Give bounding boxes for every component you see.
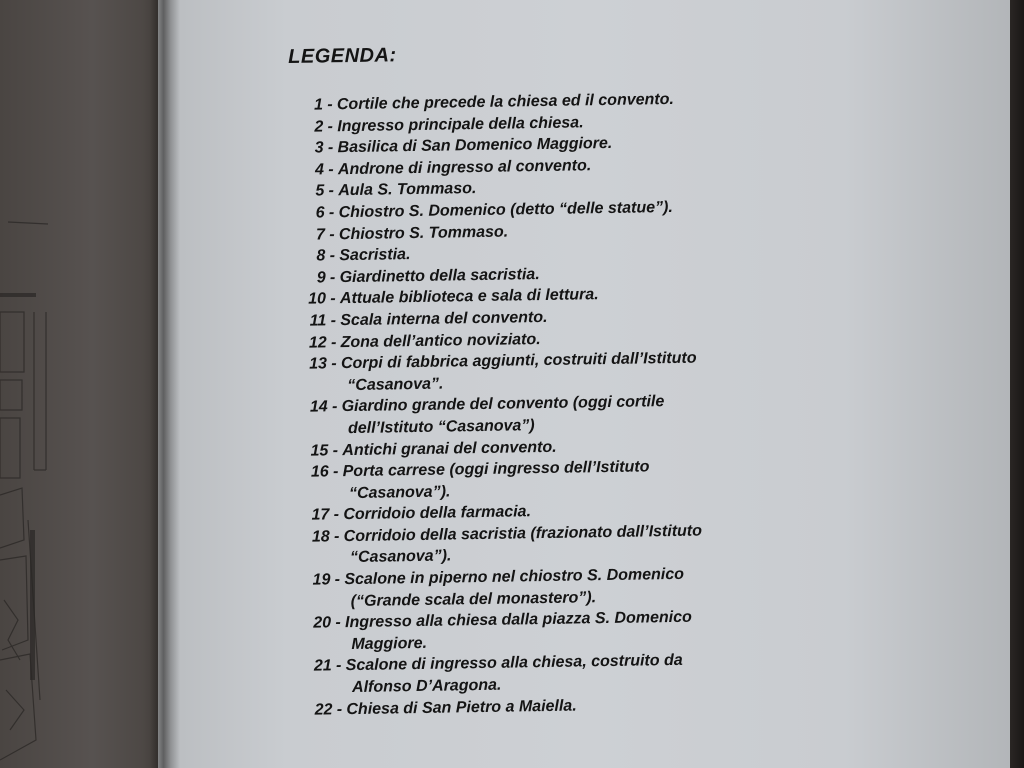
legend-item-main-line: Basilica di San Domenico Maggiore. <box>337 135 613 157</box>
legend-item-main-line: Antichi granai del convento. <box>342 438 557 459</box>
legend-item-separator: - <box>331 355 337 373</box>
legend-item-main-line: Chiostro S. Domenico (detto “delle statue”). <box>338 198 673 222</box>
legend-item-main-line: Ingresso principale della chiesa. <box>337 113 584 135</box>
legend-item-main-line: Ingresso alla chiesa dalla piazza S. Domenico <box>344 608 692 632</box>
legend-item-number: 11 <box>309 312 327 330</box>
legend-page <box>158 0 1016 768</box>
legend-item-number: 20 <box>313 614 332 632</box>
legend-item-continuation-line: “Casanova”. <box>347 375 444 394</box>
legend-item-continuation-line: Alfonso D’Aragona. <box>351 676 502 697</box>
legend-item-main-line: Corridoio della farmacia. <box>343 503 532 524</box>
legend-item-separator: - <box>327 96 333 114</box>
page-gutter-shadow <box>150 0 180 768</box>
legend-item-main-line: Attuale biblioteca e sala di lettura. <box>339 286 599 308</box>
legend-item-text <box>342 391 665 439</box>
legend-item-separator: - <box>331 398 338 416</box>
legend-item-number: 12 <box>308 333 327 352</box>
legend-item-continuation-line: (“Grande scala del monastero”). <box>350 588 597 610</box>
legend-item-number: 15 <box>310 441 329 460</box>
legend-item-main-line: Giardinetto della sacristia. <box>339 265 540 286</box>
legend-list <box>287 86 857 721</box>
legend-item-separator: - <box>330 290 336 308</box>
legend-item-number: 22 <box>314 700 333 719</box>
legend-item-main-line: Aula S. Tommaso. <box>338 180 477 200</box>
legend-item-text <box>338 178 476 202</box>
legend-item-main-line: Corridoio della sacristia (frazionato dall’Istituto <box>343 522 703 546</box>
legend-item-text <box>341 348 697 397</box>
legend-item-main-line: Giardino grande del convento (oggi cortile <box>341 393 665 416</box>
legend-item-text <box>340 329 540 354</box>
legend-item-number: 10 <box>308 290 327 309</box>
legend-item-separator: - <box>332 441 339 459</box>
legend-item-number: 18 <box>311 528 330 546</box>
legend-item-main-line: Scala interna del convento. <box>340 308 548 330</box>
legend-item-separator: - <box>329 225 335 243</box>
legend-item-main-line: Chiesa di San Pietro a Maiella. <box>346 697 577 718</box>
legend-item-number: 17 <box>311 506 330 524</box>
legend-item-number: 1 <box>313 96 324 114</box>
book-edge-shadow <box>1010 0 1024 768</box>
legend-item-text <box>344 520 703 569</box>
legend-block <box>286 37 857 721</box>
legend-item-number: 19 <box>312 571 331 589</box>
legend-item-separator: - <box>334 571 341 589</box>
legend-item-number: 8 <box>316 247 326 265</box>
legend-item-separator: - <box>335 614 341 632</box>
legend-item-separator: - <box>332 463 339 481</box>
legend-item-separator: - <box>327 139 334 157</box>
legend-item-main-line: Sacristia. <box>339 246 411 265</box>
legend-item-text <box>339 244 410 267</box>
legend-item-separator: - <box>328 204 335 222</box>
legend-item-text <box>343 501 531 526</box>
legend-item-main-line: Scalone di ingresso alla chiesa, costruito da <box>345 652 683 675</box>
legend-item-main-line: Cortile che precede la chiesa ed il convento. <box>336 90 675 114</box>
legend-item-number: 21 <box>313 657 332 676</box>
legend-item-continuation-line: dell’Istituto “Casanova”) <box>347 417 535 437</box>
legend-title: LEGENDA: <box>287 44 397 68</box>
legend-item-separator: - <box>329 269 336 287</box>
legend-item-separator: - <box>328 182 335 200</box>
legend-item-main-line: Chiostro S. Tommaso. <box>338 223 509 243</box>
legend-item-number: 13 <box>309 355 328 373</box>
legend-item-text <box>344 564 684 613</box>
legend-item-text <box>339 221 509 245</box>
legend-item-number: 2 <box>314 118 324 136</box>
legend-item-text <box>346 650 684 698</box>
legend-item-main-line: Androne di ingresso al convento. <box>337 157 592 178</box>
legend-item-text <box>339 264 539 289</box>
legend-item-separator: - <box>330 312 337 330</box>
legend-item-text <box>340 284 599 310</box>
legend-item-number: 16 <box>310 463 329 481</box>
legend-item-number: 7 <box>315 225 326 244</box>
legend-item-separator: - <box>327 117 334 135</box>
map-fragment-drawing <box>0 0 168 768</box>
legend-item-separator: - <box>329 247 336 265</box>
legend-item-number: 9 <box>316 269 326 287</box>
legend-item-separator: - <box>328 161 334 179</box>
legend-item-continuation-line: “Casanova”). <box>349 547 452 567</box>
legend-item-separator: - <box>330 333 337 351</box>
legend-item-text <box>343 456 650 504</box>
legend-item-number: 3 <box>314 139 324 157</box>
legend-item-number: 14 <box>309 398 328 416</box>
legend-item-main-line: Corpi di fabbrica aggiunti, costruiti dall’Istituto <box>340 349 697 373</box>
legend-item-number: 4 <box>314 161 325 179</box>
legend-item-main-line: Zona dell’antico noviziato. <box>340 330 541 351</box>
legend-item-separator: - <box>333 528 340 546</box>
legend-item-number: 6 <box>315 204 325 222</box>
legend-item-text <box>338 155 592 181</box>
legend-item-main-line: Scalone in piperno nel chiostro S. Domenico <box>344 565 685 589</box>
legend-item-text <box>345 607 692 656</box>
legend-item-main-line: Porta carrese (oggi ingresso dell’Istituto <box>342 458 650 481</box>
legend-item-continuation-line: “Casanova”). <box>348 483 451 502</box>
legend-item-separator: - <box>335 657 342 675</box>
previous-page-map <box>0 0 168 768</box>
legend-item-continuation-line: Maggiore. <box>351 634 428 653</box>
legend-item-separator: - <box>336 700 343 718</box>
legend-item-separator: - <box>333 506 340 524</box>
legend-item-number: 5 <box>315 182 325 200</box>
legend-item-text <box>346 695 577 720</box>
